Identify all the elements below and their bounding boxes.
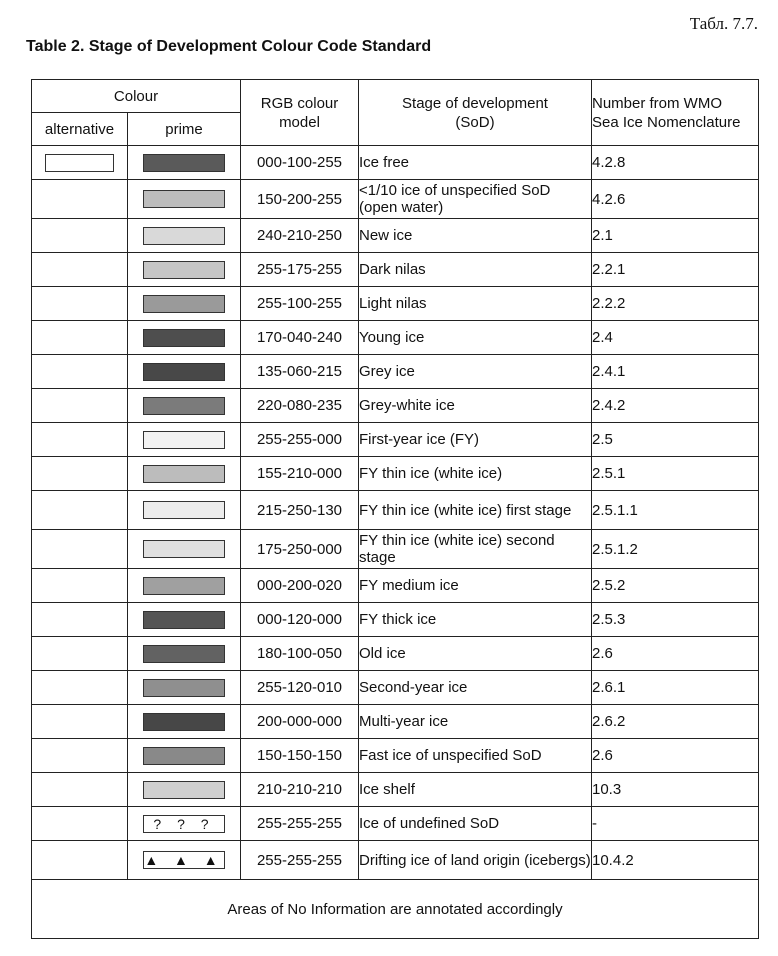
prime-swatch (143, 781, 225, 799)
wmo-cell: 10.3 (592, 773, 759, 807)
wmo-cell: 2.4 (592, 321, 759, 355)
prime-cell (128, 773, 241, 807)
prime-cell (128, 253, 241, 287)
prime-swatch (143, 611, 225, 629)
table-row (32, 219, 759, 253)
prime-cell (128, 180, 241, 219)
table-row (32, 253, 759, 287)
header-stage-text: Stage of development (SoD) (402, 94, 548, 131)
prime-swatch (143, 227, 225, 245)
wmo-cell: - (592, 807, 759, 841)
wmo-cell: 2.6.1 (592, 671, 759, 705)
stage-cell: New ice (359, 219, 592, 253)
alternative-cell (32, 841, 128, 880)
table-row (32, 491, 759, 530)
wmo-cell: 10.4.2 (592, 841, 759, 880)
table-row (32, 180, 759, 219)
table-row (32, 705, 759, 739)
prime-cell (128, 423, 241, 457)
prime-swatch (143, 645, 225, 663)
alternative-cell (32, 773, 128, 807)
stage-cell: Light nilas (359, 287, 592, 321)
prime-cell (128, 530, 241, 569)
table-row (32, 355, 759, 389)
prime-cell (128, 287, 241, 321)
wmo-cell: 2.4.1 (592, 355, 759, 389)
prime-swatch (143, 540, 225, 558)
stage-cell: Dark nilas (359, 253, 592, 287)
alternative-swatch (45, 154, 114, 172)
stage-cell: Drifting ice of land origin (icebergs) (359, 841, 592, 880)
table-row (32, 457, 759, 491)
prime-swatch (143, 501, 225, 519)
stage-cell: Old ice (359, 637, 592, 671)
prime-swatch (143, 329, 225, 347)
prime-cell (128, 355, 241, 389)
header-colour: Colour (32, 80, 241, 113)
stage-cell: Multi-year ice (359, 705, 592, 739)
rgb-cell: 240-210-250 (241, 219, 359, 253)
header-rgb-text: RGB colour model (260, 94, 339, 131)
prime-swatch (143, 154, 225, 172)
prime-cell (128, 671, 241, 705)
prime-cell (128, 569, 241, 603)
stage-cell: Young ice (359, 321, 592, 355)
alternative-cell (32, 705, 128, 739)
rgb-cell: 000-100-255 (241, 146, 359, 180)
stage-cell: FY thin ice (white ice) first stage (359, 491, 592, 530)
prime-cell (128, 807, 241, 841)
wmo-cell: 4.2.8 (592, 146, 759, 180)
document-title: Table 2. Stage of Development Colour Code Standard (26, 38, 432, 55)
wmo-cell: 2.4.2 (592, 389, 759, 423)
table-row (32, 773, 759, 807)
table-row (32, 287, 759, 321)
header-wmo (592, 80, 759, 146)
alternative-cell (32, 807, 128, 841)
table-row (32, 841, 759, 880)
table-footer-note: Areas of No Information are annotated accordingly (32, 880, 759, 939)
prime-cell (128, 457, 241, 491)
wmo-cell: 2.5 (592, 423, 759, 457)
rgb-cell: 150-150-150 (241, 739, 359, 773)
table-number-label: Табл. 7.7. (689, 14, 758, 33)
prime-cell (128, 146, 241, 180)
wmo-cell: 2.2.2 (592, 287, 759, 321)
alternative-cell (32, 569, 128, 603)
alternative-cell (32, 355, 128, 389)
prime-swatch (143, 679, 225, 697)
alternative-cell (32, 491, 128, 530)
rgb-cell: 255-255-000 (241, 423, 359, 457)
colour-code-table (31, 79, 759, 939)
rgb-cell: 180-100-050 (241, 637, 359, 671)
rgb-cell: 175-250-000 (241, 530, 359, 569)
stage-cell: Ice of undefined SoD (359, 807, 592, 841)
alternative-cell (32, 389, 128, 423)
prime-cell (128, 705, 241, 739)
table-body (32, 146, 759, 880)
alternative-cell (32, 180, 128, 219)
rgb-cell: 220-080-235 (241, 389, 359, 423)
rgb-cell: 200-000-000 (241, 705, 359, 739)
prime-swatch (143, 465, 225, 483)
alternative-cell (32, 253, 128, 287)
rgb-cell: 000-120-000 (241, 603, 359, 637)
prime-swatch (143, 397, 225, 415)
stage-cell: <1/10 ice of unspecified SoD (open water) (359, 180, 592, 219)
prime-swatch (143, 261, 225, 279)
alternative-cell (32, 321, 128, 355)
alternative-cell (32, 530, 128, 569)
prime-cell (128, 491, 241, 530)
stage-cell: Grey-white ice (359, 389, 592, 423)
table-row (32, 739, 759, 773)
prime-cell (128, 841, 241, 880)
table-row (32, 671, 759, 705)
prime-cell (128, 637, 241, 671)
alternative-cell (32, 739, 128, 773)
wmo-cell: 2.5.2 (592, 569, 759, 603)
rgb-cell: 255-175-255 (241, 253, 359, 287)
prime-swatch (143, 363, 225, 381)
wmo-cell: 2.2.1 (592, 253, 759, 287)
stage-cell: Ice shelf (359, 773, 592, 807)
prime-swatch (143, 577, 225, 595)
prime-swatch (143, 431, 225, 449)
header-wmo-text: Number from WMO Sea Ice Nomenclature (592, 94, 741, 131)
prime-cell (128, 389, 241, 423)
prime-symbol-swatch: ? ? ? (143, 815, 225, 833)
wmo-cell: 2.5.1 (592, 457, 759, 491)
table-row (32, 321, 759, 355)
alternative-cell (32, 423, 128, 457)
table-row (32, 603, 759, 637)
rgb-cell: 000-200-020 (241, 569, 359, 603)
wmo-cell: 2.5.1.1 (592, 491, 759, 530)
table-row (32, 637, 759, 671)
wmo-cell: 4.2.6 (592, 180, 759, 219)
stage-cell: Second-year ice (359, 671, 592, 705)
alternative-cell (32, 671, 128, 705)
prime-swatch (143, 747, 225, 765)
alternative-cell (32, 219, 128, 253)
rgb-cell: 170-040-240 (241, 321, 359, 355)
prime-cell (128, 321, 241, 355)
stage-cell: FY thin ice (white ice) second stage (359, 530, 592, 569)
rgb-cell: 255-120-010 (241, 671, 359, 705)
stage-cell: Ice free (359, 146, 592, 180)
rgb-cell: 215-250-130 (241, 491, 359, 530)
wmo-cell: 2.6 (592, 637, 759, 671)
prime-cell (128, 603, 241, 637)
stage-cell: FY thin ice (white ice) (359, 457, 592, 491)
prime-symbol-swatch: ▲ ▲ ▲ (144, 852, 224, 869)
rgb-cell: 255-255-255 (241, 807, 359, 841)
header-prime: prime (128, 113, 241, 146)
table-row (32, 807, 759, 841)
stage-cell: FY medium ice (359, 569, 592, 603)
wmo-cell: 2.1 (592, 219, 759, 253)
rgb-cell: 150-200-255 (241, 180, 359, 219)
wmo-cell: 2.6.2 (592, 705, 759, 739)
stage-cell: Grey ice (359, 355, 592, 389)
stage-cell: FY thick ice (359, 603, 592, 637)
prime-swatch (143, 190, 225, 208)
prime-swatch (143, 295, 225, 313)
alternative-cell (32, 146, 128, 180)
rgb-cell: 210-210-210 (241, 773, 359, 807)
prime-cell (128, 219, 241, 253)
rgb-cell: 135-060-215 (241, 355, 359, 389)
table-row (32, 530, 759, 569)
rgb-cell: 155-210-000 (241, 457, 359, 491)
stage-cell: First-year ice (FY) (359, 423, 592, 457)
alternative-cell (32, 457, 128, 491)
table-row (32, 569, 759, 603)
prime-swatch (143, 713, 225, 731)
alternative-cell (32, 637, 128, 671)
table-row (32, 146, 759, 180)
alternative-cell (32, 603, 128, 637)
rgb-cell: 255-100-255 (241, 287, 359, 321)
header-alternative: alternative (32, 113, 128, 146)
header-stage (359, 80, 592, 146)
wmo-cell: 2.5.1.2 (592, 530, 759, 569)
wmo-cell: 2.5.3 (592, 603, 759, 637)
table-row (32, 423, 759, 457)
wmo-cell: 2.6 (592, 739, 759, 773)
alternative-cell (32, 287, 128, 321)
table-row (32, 389, 759, 423)
header-rgb (241, 80, 359, 146)
rgb-cell: 255-255-255 (241, 841, 359, 880)
stage-cell: Fast ice of unspecified SoD (359, 739, 592, 773)
prime-cell (128, 739, 241, 773)
